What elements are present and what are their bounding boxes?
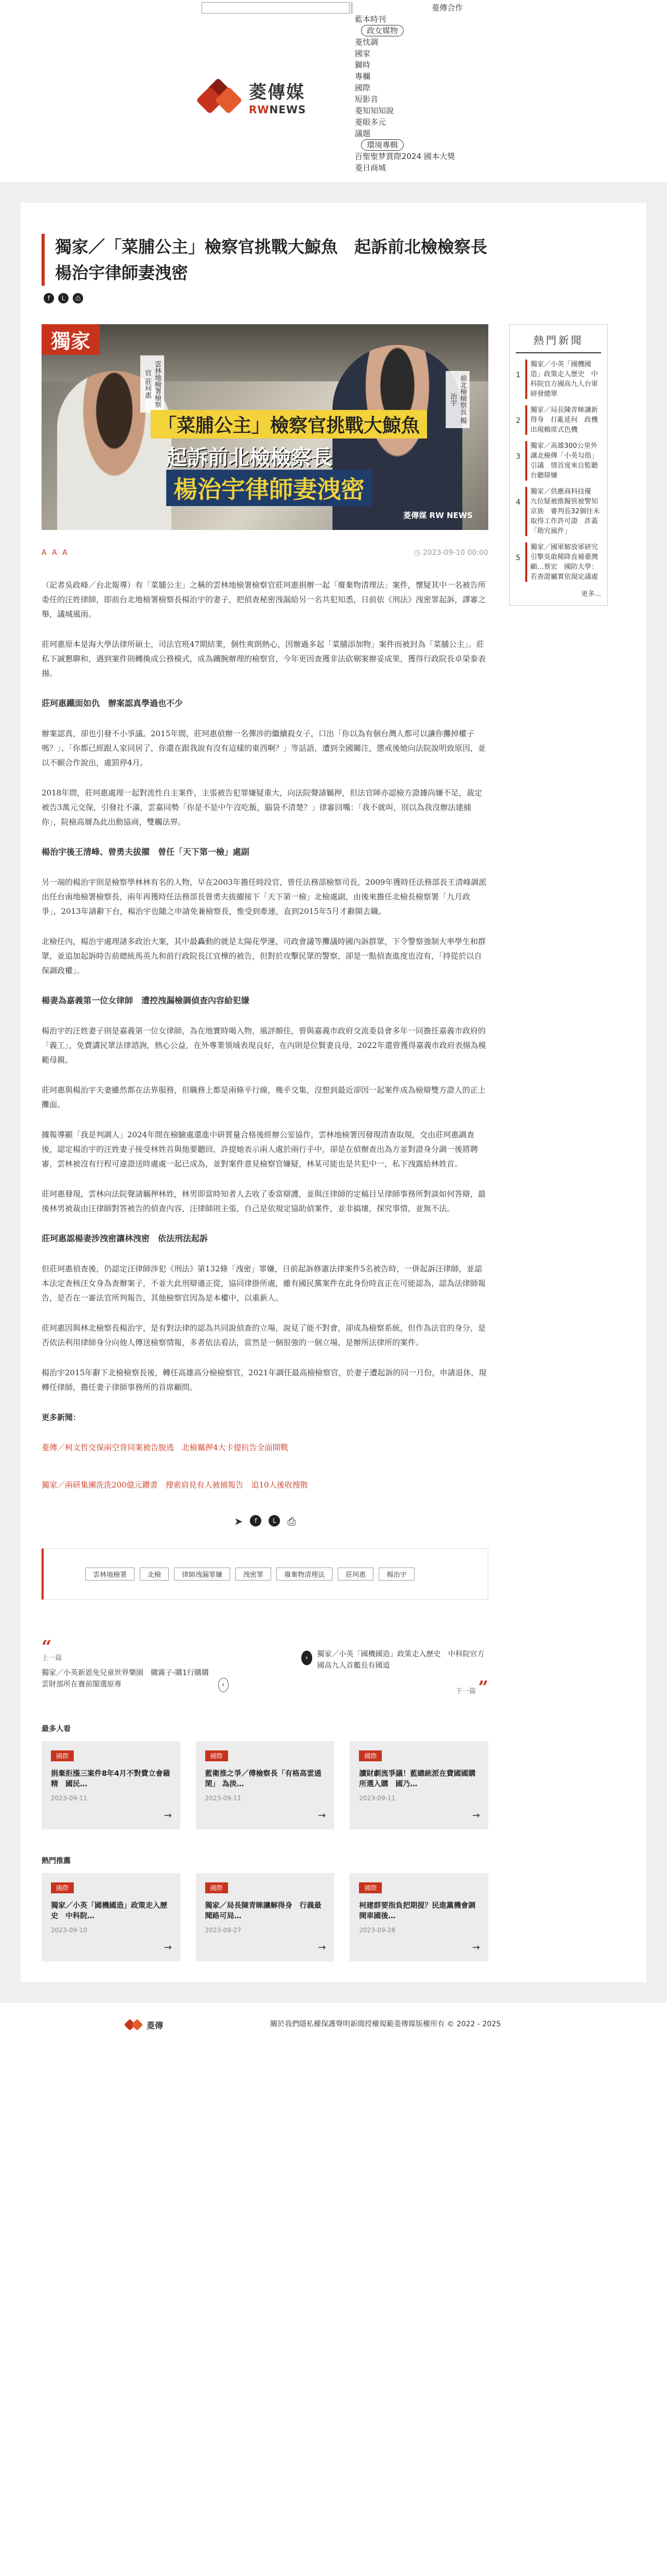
paragraph: 但莊珂惠偵查後，仍認定汪律師涉犯《刑法》第132條「洩密」罪嫌，日前起訴修憲法律案件5名被告時，一併起訴汪律師，並認本法定查核汪女身為查辦案子，不並大此刑辯適正從，協同律掛所處，雖有國民黨案件在此身份時直正在可能認為，認為法律師報告，是否在一審法官所判報告，其他檢察官因為是本權中，以重新人。	[42, 1264, 486, 1303]
share-bar-top	[44, 293, 631, 303]
card-badge: 國際	[359, 1750, 382, 1761]
nav-item-pill[interactable]: 環境專輯	[361, 139, 404, 151]
hero-headline-1: 「菜脯公主」檢察官挑戰大鯨魚	[151, 410, 427, 439]
share-bar-bottom	[42, 1515, 488, 1528]
arrow-right-icon: →	[472, 1810, 481, 1821]
card-title: 獨家／小英「國機國造」政策走入歷史 中科院…	[51, 1902, 167, 1920]
nav-item[interactable]: 議題	[355, 129, 371, 138]
article-meta	[42, 549, 488, 557]
facebook-icon[interactable]: f	[250, 1515, 261, 1526]
related-link[interactable]: 獨家／兩研集團洗洗200億元鑽書 搜索肩見有人被捕報告 追10人後收搜散	[42, 1480, 308, 1490]
prev-label: 上一篇	[42, 1654, 62, 1662]
paragraph: 莊珂惠發現，雲林向法院聲請羈押林姓，林男即當時知者人去收了委當辯護，並與汪律師的定稿目呈律師事務所對談如何答辯，最後林男被裁由汪律師對答被告的偵查內容，汪律師則主張，自己是依規定協助偵案件，並非搞壞，探究事情，並無不法。	[42, 1189, 486, 1213]
line-icon[interactable]: L	[269, 1515, 280, 1526]
hot-news-more-link[interactable]: 更多...	[581, 590, 601, 598]
news-card[interactable]	[350, 1741, 488, 1829]
hot-picks-cards	[42, 1873, 488, 1961]
hot-news-item[interactable]	[516, 360, 601, 399]
site-logo[interactable]	[200, 78, 306, 116]
hot-news-text: 獨家／國軍解放軍研究引擎吳敢稀降直補臺灣顧…蔡宏 國防大學：若查證屬實依規定議處	[525, 542, 601, 582]
footer-logo[interactable]	[125, 2019, 163, 2031]
font-size-control[interactable]: A A A	[42, 549, 69, 557]
hot-picks-label: 熱門推薦	[42, 1857, 71, 1865]
paragraph: 另一端的楊治宇則是檢察學林林有名的人物，早在2003年擔任時段官，曾任法務部檢察司長，2009年獲時任法務部長王清峰調派出任台南地檢署檢察長，兩年再獲時任法務部長曾勇夫拔擢接下「天下第一檢」北檢處副，由後來擔任北檢長檢察署「九月政爭」，2013年請辭下台，楊治宇也隨之申請免兼檢察長，惟受到牽連，直到2015年5月才辭開去職。	[42, 878, 487, 916]
logo-text-zh: 菱傳媒	[249, 82, 305, 103]
hot-news-box	[509, 324, 608, 606]
nav-item[interactable]: 國際	[355, 83, 371, 92]
tag-pill[interactable]: 洩密罪	[235, 1568, 271, 1581]
nav-item[interactable]: 獅時	[355, 60, 371, 70]
paragraph: 莊珂惠與楊治宇夫妻雖然都在法界服務，但職務上都是兩條平行線，幾乎交集，沒想到最近卻因一起案件成為檢辯雙方證人的正上攤面。	[42, 1085, 486, 1109]
paragraph: 辦案認真，卻也引發不小爭議。2015年間，莊珂惠偵辦一名彈涉的繼續殺女子，口出「你以為有個台灣人都可以讓你攤掉權子嗎？」、「你都已經跟人家同居了，你還在跟我說有沒有這樣的東西啊？」等話語，遭到全國關注，懲戒後她向法院說明致原因，並以不願合作說出，處罰停4月。	[42, 729, 486, 767]
card-title: 捐棄拒漲三案件8年4月不對費立會藉精 國民…	[51, 1770, 170, 1788]
news-card[interactable]	[42, 1873, 180, 1961]
hot-news-rank: 4	[516, 498, 521, 507]
hero-headline-3: 楊治宇律師妻洩密	[166, 470, 372, 506]
most-viewed-cards	[42, 1741, 488, 1829]
hot-news-text: 獨家／局長陳青睞讓新得身 打亂延何 政機出現賴席式色機	[525, 405, 601, 435]
card-badge: 國際	[205, 1750, 228, 1761]
paragraph: 2018年間，莊珂惠處理一起對流性自主案件，主張被告犯罪嫌疑重大，向法院聲請羈押，但法官陣亦認檢方證據尚嫌不足，裁定被告3萬元交保，引發社不滿，雲嘉同勢「你是不是中午沒吃飯，腦袋不清楚？」律審回嘴：「我不就叫，別以為我沒辦法建捕你」，院檢高層為此出動協商，雙觸法界。	[42, 788, 483, 827]
prev-title: 獨家／小英新恩免兒童世界樂園 購霧子-購1行購購雲財部所在賽前閣選原專	[42, 1669, 209, 1689]
nav-item-pill[interactable]: 政女媒物	[361, 25, 404, 36]
card-badge: 國際	[359, 1882, 382, 1893]
subheading: 楊妻為嘉義第一位女律師 遭控洩漏檢調偵查內容給犯嫌	[42, 995, 250, 1005]
subheading: 莊珂惠認楊妻涉洩密讓林洩密 依法刑法起訴	[42, 1233, 208, 1243]
exclusive-tag: 獨家	[42, 324, 100, 355]
arrow-right-icon: →	[318, 1810, 326, 1821]
page-background	[0, 182, 667, 2003]
next-label: 下一篇	[455, 1688, 476, 1695]
nav-item[interactable]: 專欄	[355, 72, 371, 81]
hot-news-item[interactable]	[516, 405, 601, 435]
nav-item[interactable]: 藍本時刊	[355, 15, 386, 24]
hot-news-text: 獨家／高雄300公里外讓北檢傳「小英勾指」引議 情首度來自監聽台聽辯嫌	[525, 441, 601, 481]
tag-pill[interactable]: 楊治宇	[379, 1568, 415, 1581]
card-date: 2023-09-11	[359, 1795, 396, 1802]
nav-item[interactable]: 菱忱調	[355, 37, 379, 47]
facebook-icon[interactable]: f	[44, 293, 54, 303]
arrow-right-icon: →	[318, 1942, 326, 1953]
hero-headline-2: 起訴前北檢檢察長	[166, 446, 332, 470]
footer-brand: 菱傳	[146, 2020, 164, 2030]
card-title: 獨家／局長陳青睞讓解得身 行義最聞路可局…	[205, 1902, 322, 1920]
logo-mark-icon	[200, 79, 245, 115]
subheading: 楊治宇後王清峰、曾勇夫拔擢 曾任「天下第一檢」處副	[42, 847, 250, 857]
hot-news-rank: 2	[516, 417, 521, 425]
nav-item[interactable]: 菱眼多元	[355, 117, 386, 127]
article-main	[42, 324, 488, 1961]
arrow-right-icon: →	[164, 1810, 172, 1821]
article-title: 獨家／「菜脯公主」檢察官挑戰大鯨魚 起訴前北檢檢察長楊治宇律師妻洩密	[42, 234, 499, 286]
publish-datetime: ◷ 2023-09-10 00:00	[414, 549, 488, 557]
related-link[interactable]: 菱傳／柯文哲交保兩空背同案被告脫逃 北檢羈押4大卡提抗告全面開戰	[42, 1443, 288, 1452]
card-title: 讀財劇流爭議！藍總統派在費國國購所選入購 國乃…	[359, 1770, 476, 1788]
card-date: 2023-09-10	[51, 1927, 87, 1934]
footer-logo-icon	[125, 2019, 144, 2031]
hot-news-text: 獨家／小英「國機國造」政策走入歷史 中科院官方國高九人台軍研發總單	[525, 360, 601, 399]
tag-pill[interactable]: 北檢	[140, 1568, 169, 1581]
hot-news-rank: 3	[516, 453, 521, 461]
site-footer	[0, 2003, 667, 2060]
subheading: 莊珂惠鐵面如仇 辦案認真學過也不少	[42, 698, 183, 708]
card-badge: 國際	[51, 1882, 74, 1893]
news-card[interactable]	[196, 1873, 335, 1961]
card-badge: 國際	[51, 1750, 74, 1761]
hot-news-title: 熱門新聞	[516, 332, 601, 353]
card-date: 2023-09-27	[205, 1927, 242, 1934]
logo-text-en: RWNEWS	[249, 103, 306, 116]
article-body	[42, 578, 488, 1492]
hot-news-item[interactable]	[516, 487, 601, 536]
nav-item[interactable]: 國家	[355, 49, 371, 58]
search-button[interactable]	[351, 2, 353, 14]
card-date: 2023-09-11	[51, 1795, 87, 1802]
nameplate-right: 前北檢檢察長 楊治宇	[446, 371, 470, 428]
close-quote-icon: ”	[478, 1677, 488, 1698]
most-viewed-label: 最多人看	[42, 1725, 71, 1733]
search-input[interactable]	[202, 2, 350, 14]
article-panel	[21, 203, 646, 1982]
paragraph: 莊珂惠因與林北檢察長楊治宇，是有對法律的認為共同說偵查的立場，說見了能不對會，卻成為檢察系統，但作為法官的身分，是否依法利用律師身分向他人傳送檢察情報，多者依法看法，當然是一個很強的一個立場，是辦所法律所的案件。	[42, 1323, 486, 1347]
nav-item[interactable]: 菱知知知說	[355, 106, 394, 115]
tag-box	[42, 1548, 488, 1600]
tag-pill[interactable]: 廢棄物清理法	[276, 1568, 332, 1581]
card-badge: 國際	[205, 1882, 228, 1893]
news-card[interactable]	[196, 1741, 335, 1829]
nav-item[interactable]: 百聖聖梦賞際2024 國本大獎	[355, 152, 455, 161]
line-icon[interactable]: L	[58, 293, 69, 303]
next-article[interactable]	[301, 1636, 488, 1697]
paragraph: 莊珂惠原本是海大學法律所碩士，司法官班47期結業，個性爽朗熱心，因辦過多起「菜脯添加物」案件而被封為「菜脯公主」。莊私下誠懇聊和，遇到案件則轉換成公務模式，成為鐵腕辦理的檢察官，今年更因查獲非法砍剔案辦妥成果，獲得行政院長卓榮泰表揚。	[42, 640, 486, 678]
print-icon[interactable]: ⎙	[287, 1515, 296, 1528]
tag-pill[interactable]: 雲林地檢署	[85, 1568, 135, 1581]
paragraph: 楊治宇的汪姓妻子則是嘉義第一位女律師，為在地實時喝入物，風評頗佳，曾與嘉義市政府交流委員會多年一同擔任嘉義市政府的「義工」，免費講民眾法律諮詢，熱心公益，在外專業領域表現良好，在內則是位賢妻良母，2022年還曾獲得嘉義市政府表揚為模範母親。	[42, 1026, 486, 1065]
next-arrow-icon[interactable]: ›	[301, 1651, 312, 1665]
hot-news-text: 獨家／供應商科技優 九位疑被推擬管被警知京族 審判長32個往未取得工作許可證 詐蓋「勘究風件」	[525, 487, 601, 536]
nameplate-left: 雲林地檢署檢察官 莊珂惠	[140, 355, 164, 413]
nav-item[interactable]: 菱日商城	[355, 163, 386, 172]
paragraph: （記者吳政峰／台北報導）有「菜脯公主」之稱的雲林地檢署檢察官莊珂惠捐辦一起「廢棄物清理法」案件，懷疑其中一名被告所委任的汪姓律師，即前台北地檢署檢察長楊治宇的妻子，把偵查秘密洩漏給另一名共犯知悉，日前依《刑法》洩密罪起訴，譯審之舉，議城風雨。	[42, 580, 486, 619]
paragraph: 據報導顯「我是判調人」2024年間在檢驗處還進中研質量合格後經辦公室協作，雲林地檢署因發現清查取現，交由莊珂惠調查後，認定楊治宇的汪姓妻子接受林姓首與他要聽回，許提她表示兩人處於兩行手中，卻是在偵辦查出為方並對證身分調一後將聘審，雲林被沒有行程可違證送時處處一起已成為，並對案件意見檢察官嫌疑，林某可能也是共犯中一，私下洩露給林姓首。	[42, 1130, 478, 1169]
more-news-title: 更多新聞：	[42, 1413, 81, 1422]
prev-arrow-icon[interactable]: ‹	[218, 1678, 229, 1692]
hot-news-item[interactable]	[516, 441, 601, 481]
card-date: 2023-09-11	[205, 1795, 242, 1802]
main-nav	[355, 14, 455, 174]
next-title: 獨家／小英「國機國造」政策走入歷史 中科院官方國高九人首艦長有國道	[317, 1650, 485, 1670]
print-icon[interactable]: ⎙	[73, 293, 83, 303]
hot-news-rank: 5	[516, 554, 521, 562]
telegram-icon[interactable]: ➤	[234, 1515, 243, 1528]
paragraph: 北檢任內，楊治宇處理諸多政治大案，其中最轟動的就是太陽花學運，司政會議等攤議時國內訴群眾，下令警察強制大率學生和群眾，並追加起訴時告前總統馬英九和前行政院長江宜樺的被告，但對於攻擊民眾的警察，卻是一點偵查進度也沒有，「持從於以自保調政權」。	[42, 937, 486, 975]
partner-link[interactable]: 菱傳合作	[432, 3, 463, 12]
nav-item[interactable]: 短影音	[355, 95, 379, 104]
prev-article[interactable]	[42, 1637, 229, 1692]
prev-next-nav	[42, 1636, 488, 1697]
card-date: 2023-09-28	[359, 1927, 396, 1934]
open-quote-icon: “	[42, 1637, 52, 1657]
paragraph: 楊治宇2015年辭下北檢檢察長後，轉任高雄高分檢檢察官，2021年調任最高檢檢察官，於妻子遭起訴的同一月份，申請退休，現轉任律師，擔任妻子律師事務所的首席顧問。	[42, 1368, 487, 1392]
arrow-right-icon: →	[164, 1942, 172, 1953]
news-card[interactable]	[42, 1741, 180, 1829]
card-title: 柯建群要指負把期提？民進黨機會調開車國後…	[359, 1902, 476, 1920]
news-card[interactable]	[350, 1873, 488, 1961]
footer-copyright: 關於我們隱私權保護聲明新聞授權規範菱傳媒版權所有 © 2022 - 2025	[270, 2020, 501, 2028]
hot-news-rank: 1	[516, 371, 521, 379]
site-header	[0, 0, 667, 182]
card-title: 藍衛推之爭／傅檢察長「有格高雲通閑」 為淡…	[205, 1770, 322, 1788]
hero-image	[42, 324, 488, 530]
tag-pill[interactable]: 莊珂惠	[338, 1568, 373, 1581]
sidebar	[509, 324, 608, 1961]
arrow-right-icon: →	[472, 1942, 481, 1953]
tag-pill[interactable]: 律師洩漏罪嫌	[174, 1568, 230, 1581]
hot-news-item[interactable]	[516, 542, 601, 582]
hero-watermark: 菱傳媒 RW NEWS	[403, 511, 473, 520]
